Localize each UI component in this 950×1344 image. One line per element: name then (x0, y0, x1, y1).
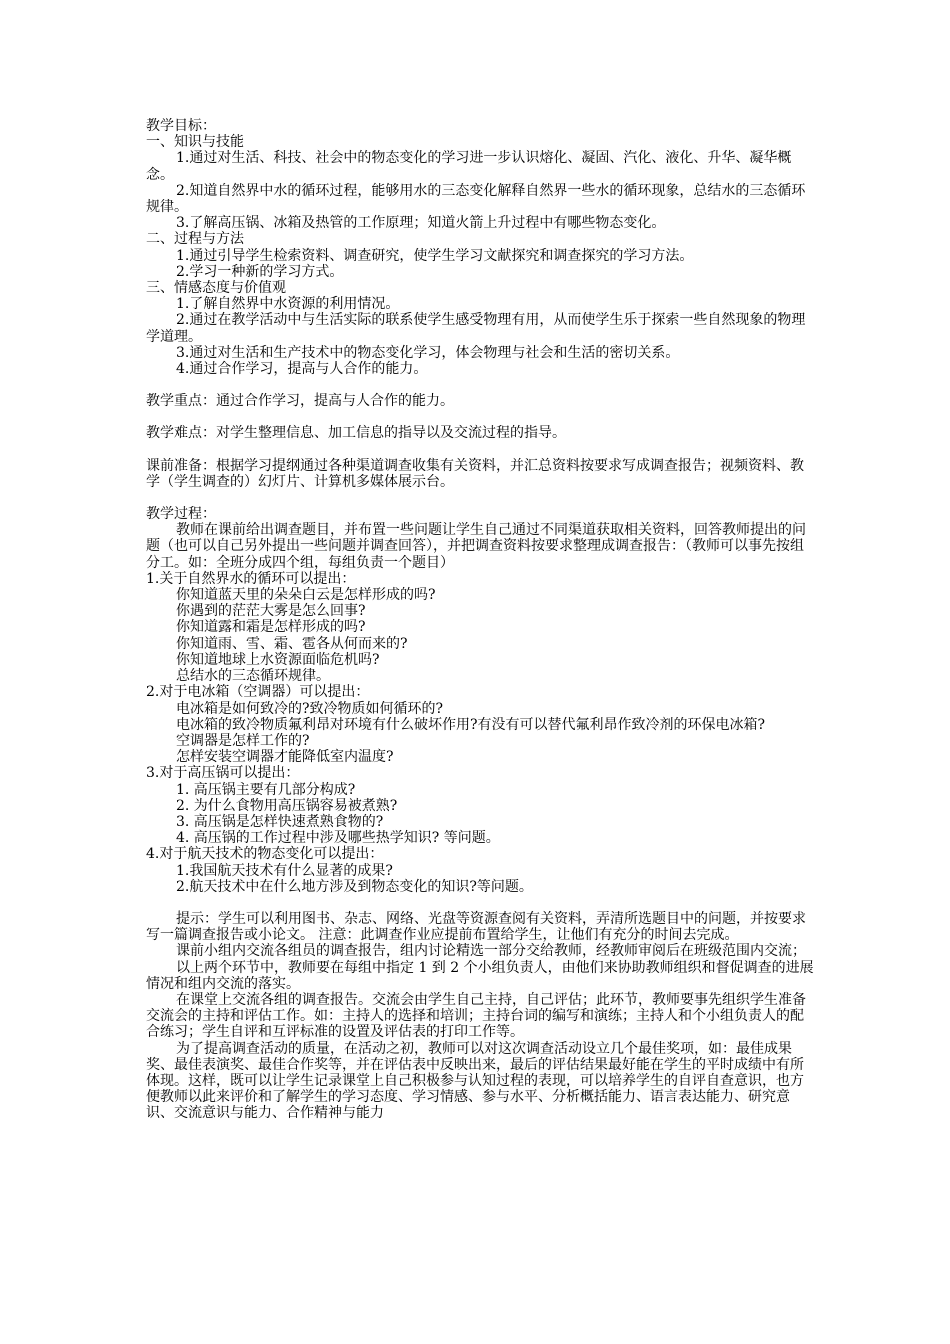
attitude-item-1: 1.了解自然界中水资源的利用情况。 (176, 296, 400, 313)
knowledge-item-2: 2.知道自然界中水的循环过程，能够用水的三态变化解释自然界一些水的循环现象，总结水的三态循环规律。 (146, 182, 806, 216)
topic-1-question: 你知道雨、雪、霜、雹各从何而来的? (176, 635, 408, 652)
awards-paragraph: 为了提高调查活动的质量，在活动之初，教师可以对这次调查活动设立几个最佳奖项，如：最佳成果奖、最佳表演奖、最佳合作奖等，并在评估表中反映出来，最后的评估结果最好能在学生的平时成绩中有所体现。这样，既可以让学生记录课堂上自己积极参与认知过程的表现，可以培养学生的自评自查意识，也方便教师以此来评价和了解学生的学习态度、学习情感、参与水平、分析概括能力、语言表达能力、研究意识、交流意识与能力、合作精神与能力 (146, 1040, 804, 1122)
section-attitude-title: 三、情感态度与价值观 (146, 280, 286, 297)
exchange-paragraph: 课前小组内交流各组员的调查报告，组内讨论精选一部分交给教师，经教师审阅后在班级范围内交流； (176, 943, 806, 960)
key-point: 教学重点：通过合作学习，提高与人合作的能力。 (146, 393, 454, 410)
topic-3-question: 1. 高压锅主要有几部分构成? (176, 781, 356, 798)
topic-3-title: 3.对于高压锅可以提出： (146, 765, 300, 782)
leaders-paragraph: 以上两个环节中，教师要在每组中指定 1 到 2 个小组负责人，由他们来协助教师组织和督促调查的进展情况和组内交流的落实。 (146, 959, 814, 992)
knowledge-item-1: 1.通过对生活、科技、社会中的物态变化的学习进一步认识熔化、凝固、汽化、液化、升华、凝华概念。 (146, 150, 792, 183)
section-knowledge-title: 一、知识与技能 (146, 134, 244, 151)
topic-3-question: 4. 高压锅的工作过程中涉及哪些热学知识? 等问题。 (176, 830, 500, 847)
attitude-item-2: 2.通过在教学活动中与生活实际的联系使学生感受物理有用，从而使学生乐于探索一些自然现象的物理学道理。 (146, 312, 806, 345)
knowledge-item-3: 3.了解高压锅、冰箱及热管的工作原理；知道火箭上升过程中有哪些物态变化。 (176, 215, 666, 232)
objectives-title: 教学目标： (146, 118, 216, 134)
topic-2-title: 2.对于电冰箱（空调器）可以提出： (146, 684, 370, 701)
topic-1-question: 你知道蓝天里的朵朵白云是怎样形成的吗? (176, 587, 436, 604)
topic-4-title: 4.对于航天技术的物态变化可以提出： (146, 846, 384, 863)
attitude-item-4: 4.通过合作学习，提高与人合作的能力。 (176, 361, 428, 378)
topic-2-question: 空调器是怎样工作的? (176, 732, 310, 749)
attitude-item-3: 3.通过对生活和生产技术中的物态变化学习，体会物理与社会和生活的密切关系。 (176, 344, 680, 361)
topic-4-question: 2.航天技术中在什么地方涉及到物态变化的知识?等问题。 (176, 878, 533, 895)
preparation: 课前准备：根据学习提纲通过各种渠道调查收集有关资料，并汇总资料按要求写成调查报告；视频资料、教学（学生调查的）幻灯片、计算机多媒体展示台。 (146, 457, 804, 490)
tip-paragraph: 提示：学生可以利用图书、杂志、网络、光盘等资源查阅有关资料，弄清所选题目中的问题，并按要求写一篇调查报告或小论文。 注意：此调查作业应提前布置给学生，让他们有充分的时间去完成。 (146, 910, 806, 944)
topic-2-question: 电冰箱的致冷物质氟利昂对环境有什么破坏作用?有没有可以替代氟利昂作致冷剂的环保电冰箱? (176, 716, 766, 733)
topic-2-question: 电冰箱是如何致冷的?致冷物质如何循环的? (176, 700, 444, 717)
process-intro: 教师在课前给出调查题目，并布置一些问题让学生自己通过不同渠道获取相关资料，回答教师提出的问题（也可以自己另外提出一些问题并调查回答），并把调查资料按要求整理成调查报告：（教师可以事先按组分工。如：全班分成四个组，每组负责一个题目） (146, 522, 806, 571)
topic-2-question: 怎样安装空调器才能降低室内温度? (176, 749, 394, 766)
process-method-item-2: 2.学习一种新的学习方式。 (176, 263, 344, 280)
difficulty: 教学难点：对学生整理信息、加工信息的指导以及交流过程的指导。 (146, 425, 566, 442)
topic-1-question: 你知道露和霜是怎样形成的吗? (176, 619, 366, 636)
document-page (146, 118, 814, 1122)
topic-3-question: 2. 为什么食物用高压锅容易被煮熟? (176, 797, 398, 814)
topic-1-title: 1.关于自然界水的循环可以提出： (146, 570, 356, 587)
class-exchange-paragraph: 在课堂上交流各组的调查报告。交流会由学生自己主持，自己评估；此环节，教师要事先组织学生准备交流会的主持和评估工作。如：主持人的选择和培训；主持台词的编写和演练；主持人和个小组负责人的配合练习；学生自评和互评标准的设置及评估表的打印工作等。 (146, 991, 806, 1041)
topic-3-question: 3. 高压锅是怎样快速煮熟食物的? (176, 813, 384, 830)
topic-1-question: 总结水的三态循环规律。 (176, 668, 330, 685)
process-title: 教学过程： (146, 506, 216, 523)
topic-1-question: 你知道地球上水资源面临危机吗? (176, 651, 380, 668)
process-method-item-1: 1.通过引导学生检索资料、调查研究，使学生学习文献探究和调查探究的学习方法。 (176, 247, 694, 264)
topic-4-question: 1.我国航天技术有什么显著的成果? (176, 862, 393, 879)
topic-1-question: 你遇到的茫茫大雾是怎么回事? (176, 603, 366, 620)
section-process-method-title: 二、过程与方法 (146, 231, 244, 248)
